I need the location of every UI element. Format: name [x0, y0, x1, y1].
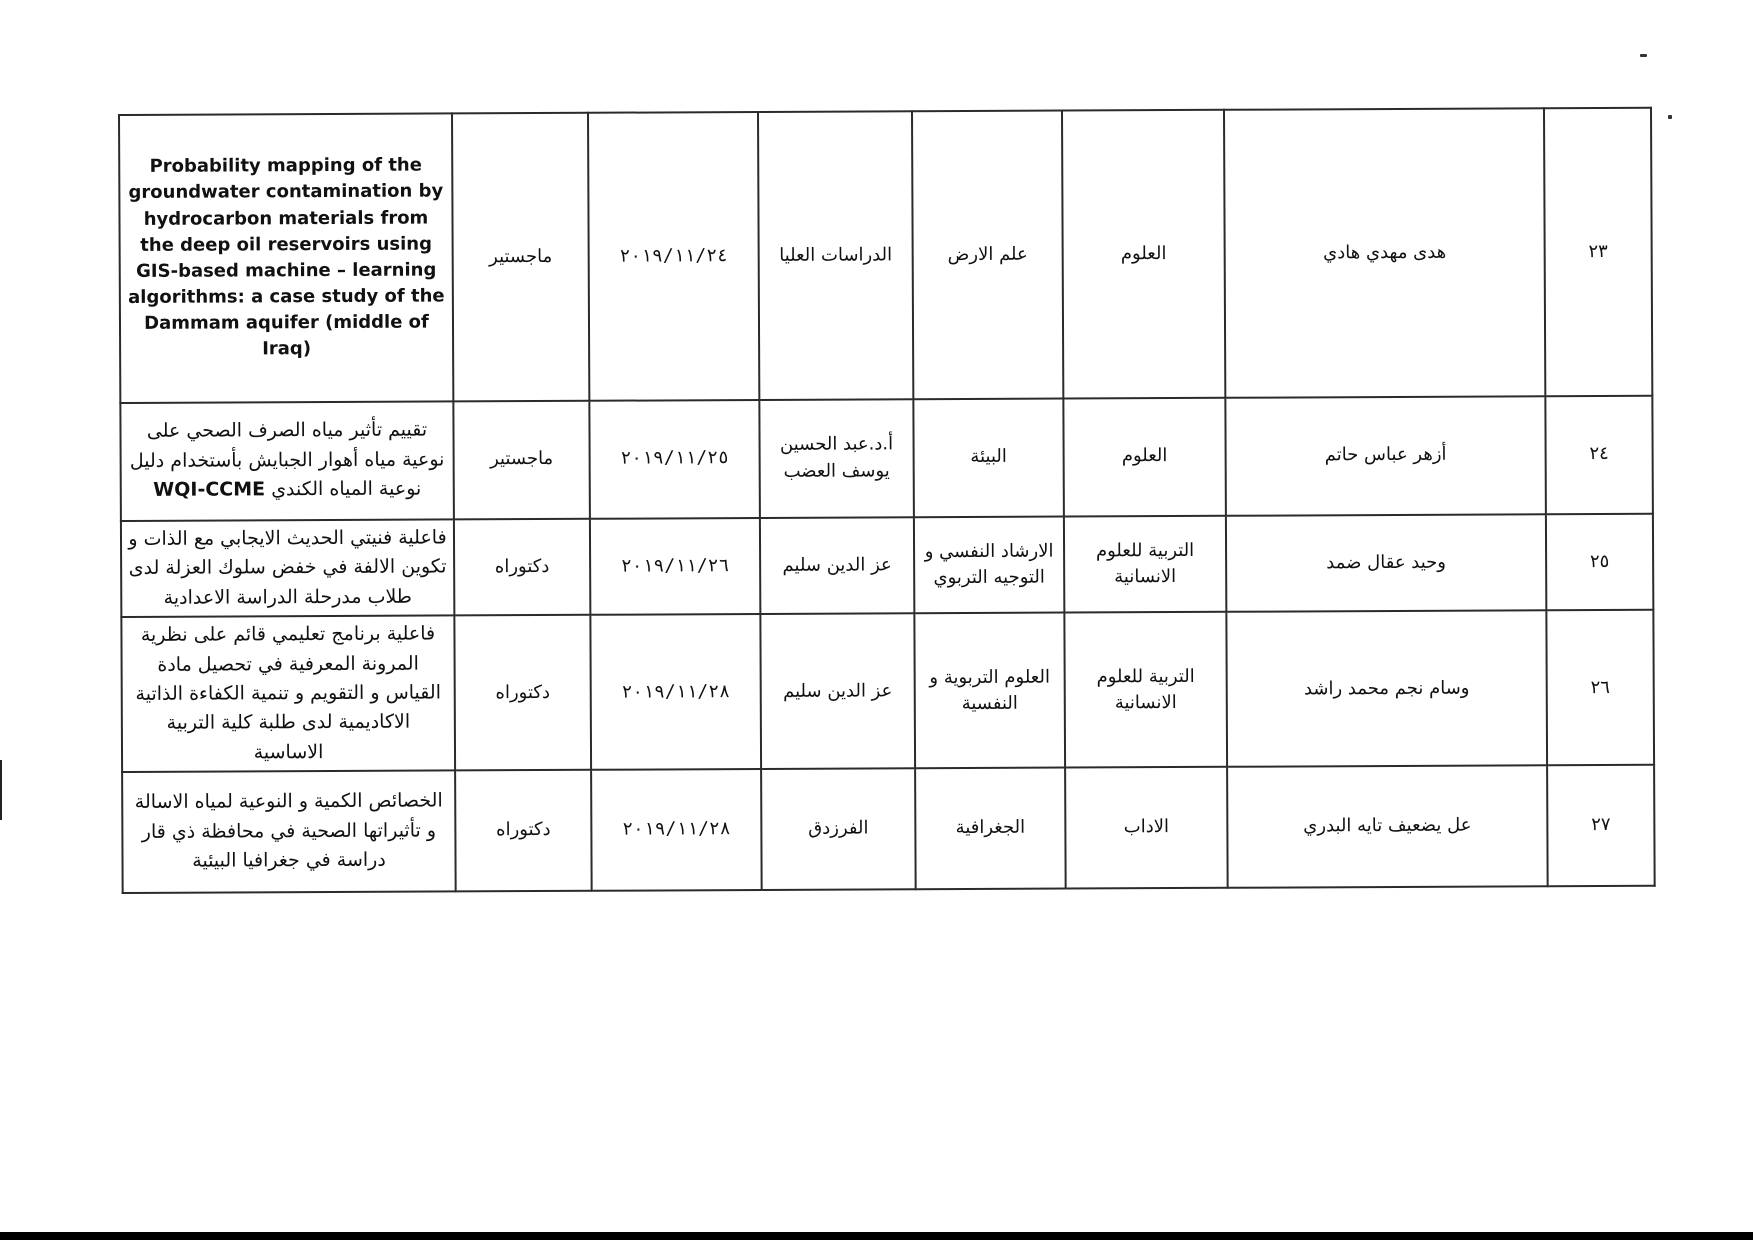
thesis-title-cell: Probability mapping of the groundwater contamination by hydrocarbon materials from the deep oil reservoirs using GIS-based machine – learning algorithms: a case study of the Dammam aquifer (middle of Iraq)	[119, 113, 453, 402]
date-cell: ٢٠١٩/١١/٢٨	[590, 614, 761, 769]
table-row	[120, 395, 1653, 520]
college-cell: التربية للعلوم الانسانية	[1064, 612, 1227, 767]
serial-number-cell: ٢٥	[1546, 513, 1653, 610]
college-cell: الاداب	[1065, 767, 1228, 889]
scan-bottom-edge	[0, 1232, 1753, 1240]
student-name-cell: وسام نجم محمد راشد	[1226, 611, 1547, 767]
student-name-cell: عل يضعيف تايه البدري	[1227, 765, 1548, 888]
degree-cell: دكتوراه	[454, 518, 590, 615]
college-cell: العلوم	[1062, 110, 1225, 398]
department-cell: الارشاد النفسي و التوجيه التربوي	[914, 516, 1064, 614]
document-sheet	[118, 107, 1654, 894]
department-cell: علم الارض	[912, 111, 1063, 399]
thesis-title-code: WQI-CCME	[153, 478, 266, 502]
degree-cell: دكتوراه	[454, 615, 591, 770]
department-cell: العلوم التربوية و النفسية	[914, 613, 1065, 768]
serial-number-cell: ٢٤	[1545, 395, 1653, 514]
supervisor-cell: عز الدين سليم	[760, 517, 914, 615]
supervisor-cell: الفرزدق	[761, 768, 916, 890]
degree-cell: دكتوراه	[455, 770, 592, 892]
supervisor-cell: الدراسات العليا	[758, 111, 913, 399]
supervisor-cell: أ.د.عبد الحسين يوسف العضب	[759, 399, 914, 518]
thesis-title-cell: فاعلية فنيتي الحديث الايجابي مع الذات و تكوين الالفة في خفض سلوك العزلة لدى طلاب مدرحلة الدراسة الاعدادية	[121, 519, 454, 617]
serial-number-cell: ٢٣	[1544, 108, 1652, 396]
thesis-title-cell	[120, 401, 454, 521]
student-name-cell: أزهر عباس حاتم	[1225, 396, 1546, 516]
department-cell: الجغرافية	[915, 767, 1066, 889]
degree-cell: ماجستير	[453, 400, 590, 519]
table-row	[121, 513, 1653, 617]
scan-speck	[1668, 115, 1672, 119]
theses-table	[118, 107, 1656, 894]
date-cell: ٢٠١٩/١١/٢٤	[588, 112, 759, 400]
student-name-cell: وحيد عقال ضمد	[1226, 514, 1546, 612]
serial-number-cell: ٢٧	[1547, 765, 1655, 887]
student-name-cell: هدى مهدي هادي	[1224, 108, 1545, 397]
date-cell: ٢٠١٩/١١/٢٨	[591, 769, 762, 891]
table-row	[121, 610, 1654, 772]
degree-cell: ماجستير	[452, 113, 589, 401]
supervisor-cell: عز الدين سليم	[760, 614, 915, 769]
date-cell: ٢٠١٩/١١/٢٦	[590, 518, 760, 616]
scan-edge-mark	[0, 760, 2, 820]
thesis-title-cell: فاعلية برنامج تعليمي قائم على نظرية المرونة المعرفية في تحصيل مادة القياس و التقويم و تنمية الكفاءة الذاتية الاكاديمية لدى طلبة كلية التربية الاساسية	[121, 616, 455, 772]
serial-number-cell: ٢٦	[1546, 610, 1654, 765]
table-row	[122, 765, 1655, 893]
date-cell: ٢٠١٩/١١/٢٥	[589, 399, 760, 518]
thesis-title-text: تقييم تأثير مياه الصرف الصحي على نوعية مياه أهوار الجبايش بأستخدام دليل نوعية المياه الكندي	[129, 418, 445, 501]
table-row	[119, 108, 1652, 403]
thesis-title-cell: الخصائص الكمية و النوعية لمياه الاسالة و تأثيراتها الصحية في محافظة ذي قار دراسة في جغرافيا البيئية	[122, 770, 456, 893]
department-cell: البيئة	[913, 398, 1064, 517]
college-cell: التربية للعلوم الانسانية	[1064, 515, 1226, 613]
scan-speck	[1640, 54, 1647, 57]
college-cell: العلوم	[1063, 397, 1226, 516]
